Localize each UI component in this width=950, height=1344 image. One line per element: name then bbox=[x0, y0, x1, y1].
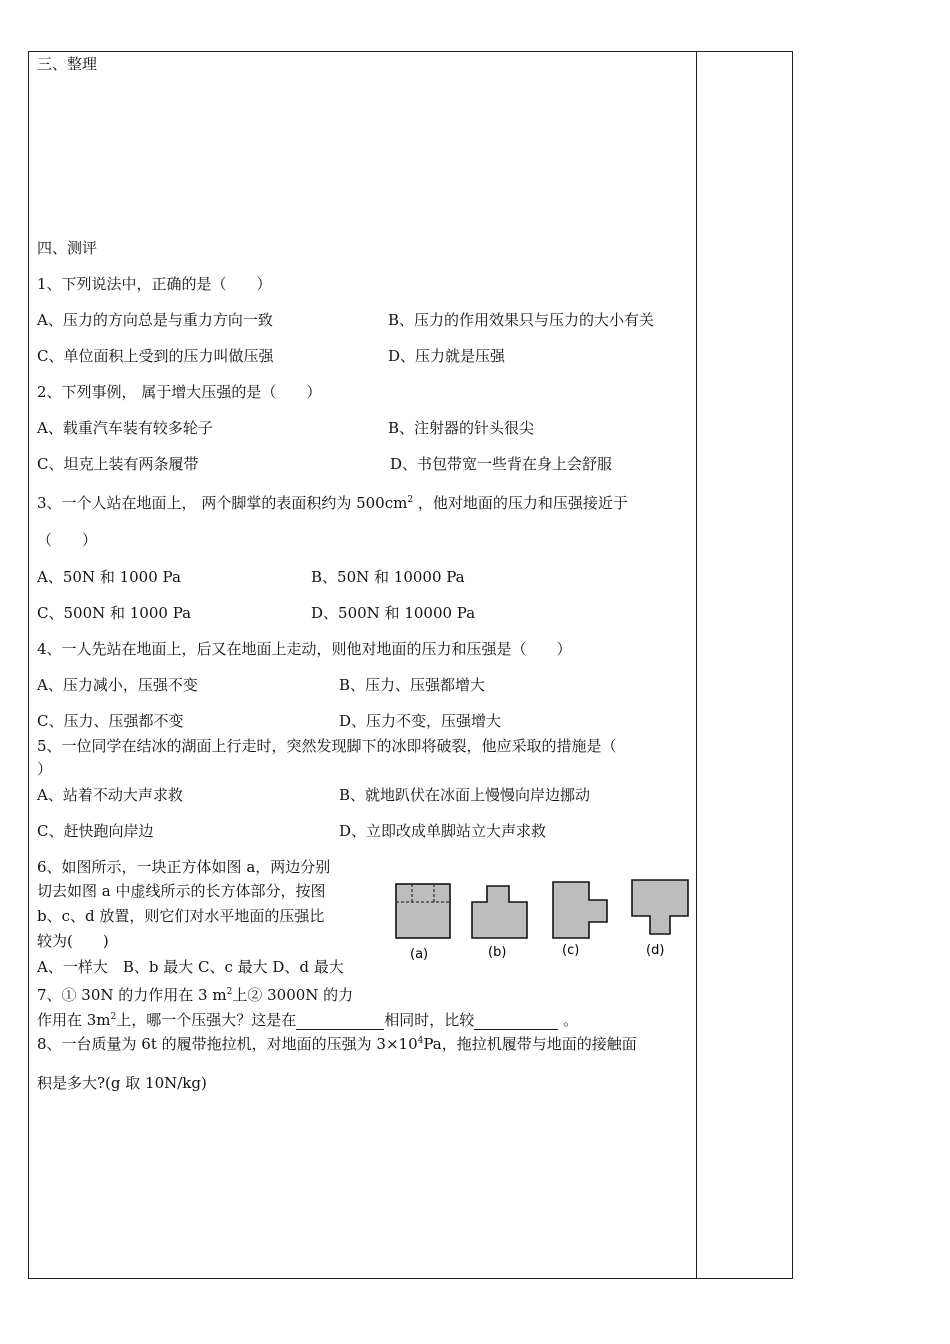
margin-column-divider bbox=[696, 51, 697, 1279]
q8-stem-line1: 8、一台质量为 6t 的履带拖拉机，对地面的压强为 $3\times 10^4Pa$，拖拉机履带与地面的接触面 bbox=[37, 1035, 637, 1053]
figure-a-cube bbox=[396, 884, 450, 938]
q6-stem-line1: 6、如图所示，一块正方体如图 a，两边分别 bbox=[37, 858, 331, 876]
figure-label-b: (b) bbox=[488, 945, 507, 960]
q6-stem-line3: b、c、d 放置，则它们对水平地面的压强比 bbox=[37, 907, 325, 925]
q4-stem: 4、一人先站在地面上，后又在地面上走动，则他对地面的压力和压强是（ ） bbox=[37, 640, 572, 658]
q2-option-a: A、载重汽车装有较多轮子 bbox=[37, 419, 213, 437]
q3-option-d: D、500N 和 10000 Pa bbox=[311, 604, 476, 622]
q4-option-a: A、压力减小，压强不变 bbox=[37, 676, 198, 694]
q1-stem: 1、下列说法中，正确的是（ ） bbox=[37, 275, 272, 293]
q7-stem-line2: 作用在 $3m^2$上，哪一个压强大？这是在 相同时，比较 。 bbox=[37, 1011, 579, 1029]
q7-stem-line1: 7、① 30N 的力作用在 3 $m^2$上② 3000N 的力 bbox=[37, 986, 354, 1004]
q6-stem-line4: 较为( ) bbox=[37, 932, 109, 950]
q2-option-c: C、坦克上装有两条履带 bbox=[37, 455, 199, 473]
figure-c-block bbox=[553, 882, 607, 938]
q1-option-d: D、压力就是压强 bbox=[388, 347, 506, 365]
q4-option-c: C、压力、压强都不变 bbox=[37, 712, 184, 730]
q2-option-d: D、书包带宽一些背在身上会舒服 bbox=[390, 455, 613, 473]
q1-option-c: C、单位面积上受到的压力叫做压强 bbox=[37, 347, 274, 365]
q4-option-b: B、压力、压强都增大 bbox=[339, 676, 486, 694]
q1-option-a: A、压力的方向总是与重力方向一致 bbox=[37, 311, 273, 329]
q3-answer-paren: （ ） bbox=[37, 531, 98, 549]
q4-option-d: D、压力不变，压强增大 bbox=[339, 712, 502, 730]
q5-stem-paren: ） bbox=[37, 760, 53, 778]
q7-blank-2[interactable] bbox=[474, 1013, 558, 1030]
q6-block-figure bbox=[388, 872, 698, 964]
figure-d-block bbox=[632, 880, 688, 934]
figure-b-block bbox=[472, 886, 527, 938]
q3-stem: 3、一个人站在地面上， 两个脚掌的表面积约为 $500cm^2$ ，他对地面的压力和压强接近于 bbox=[37, 494, 628, 512]
q5-option-c: C、赶快跑向岸边 bbox=[37, 822, 154, 840]
figure-label-a: (a) bbox=[410, 947, 429, 962]
figure-label-c: (c) bbox=[562, 943, 580, 958]
q3-option-c: C、500N 和 1000 Pa bbox=[37, 604, 192, 622]
q2-option-b: B、注射器的针头很尖 bbox=[388, 419, 535, 437]
q7-blank-1[interactable] bbox=[296, 1013, 384, 1030]
section-heading-organize: 三、整理 bbox=[37, 55, 98, 73]
q1-option-b: B、压力的作用效果只与压力的大小有关 bbox=[388, 311, 655, 329]
q8-stem-line2: 积是多大?(g 取 10N/kg) bbox=[37, 1074, 207, 1092]
figure-label-d: (d) bbox=[646, 943, 665, 958]
q6-stem-line2: 切去如图 a 中虚线所示的长方体部分，按图 bbox=[37, 882, 326, 900]
q6-options: A、一样大 B、b 最大 C、c 最大 D、d 最大 bbox=[37, 958, 344, 976]
q5-option-b: B、就地趴伏在冰面上慢慢向岸边挪动 bbox=[339, 786, 591, 804]
q5-option-a: A、站着不动大声求救 bbox=[37, 786, 183, 804]
section-heading-assessment: 四、测评 bbox=[37, 239, 98, 257]
q3-option-b: B、50N 和 10000 Pa bbox=[311, 568, 465, 586]
worksheet-frame bbox=[28, 51, 793, 1279]
q2-stem: 2、下列事例， 属于增大压强的是（ ） bbox=[37, 383, 322, 401]
q5-stem: 5、一位同学在结冰的湖面上行走时，突然发现脚下的冰即将破裂，他应采取的措施是（ bbox=[37, 737, 617, 755]
q5-option-d: D、立即改成单脚站立大声求救 bbox=[339, 822, 547, 840]
q3-option-a: A、50N 和 1000 Pa bbox=[37, 568, 181, 586]
